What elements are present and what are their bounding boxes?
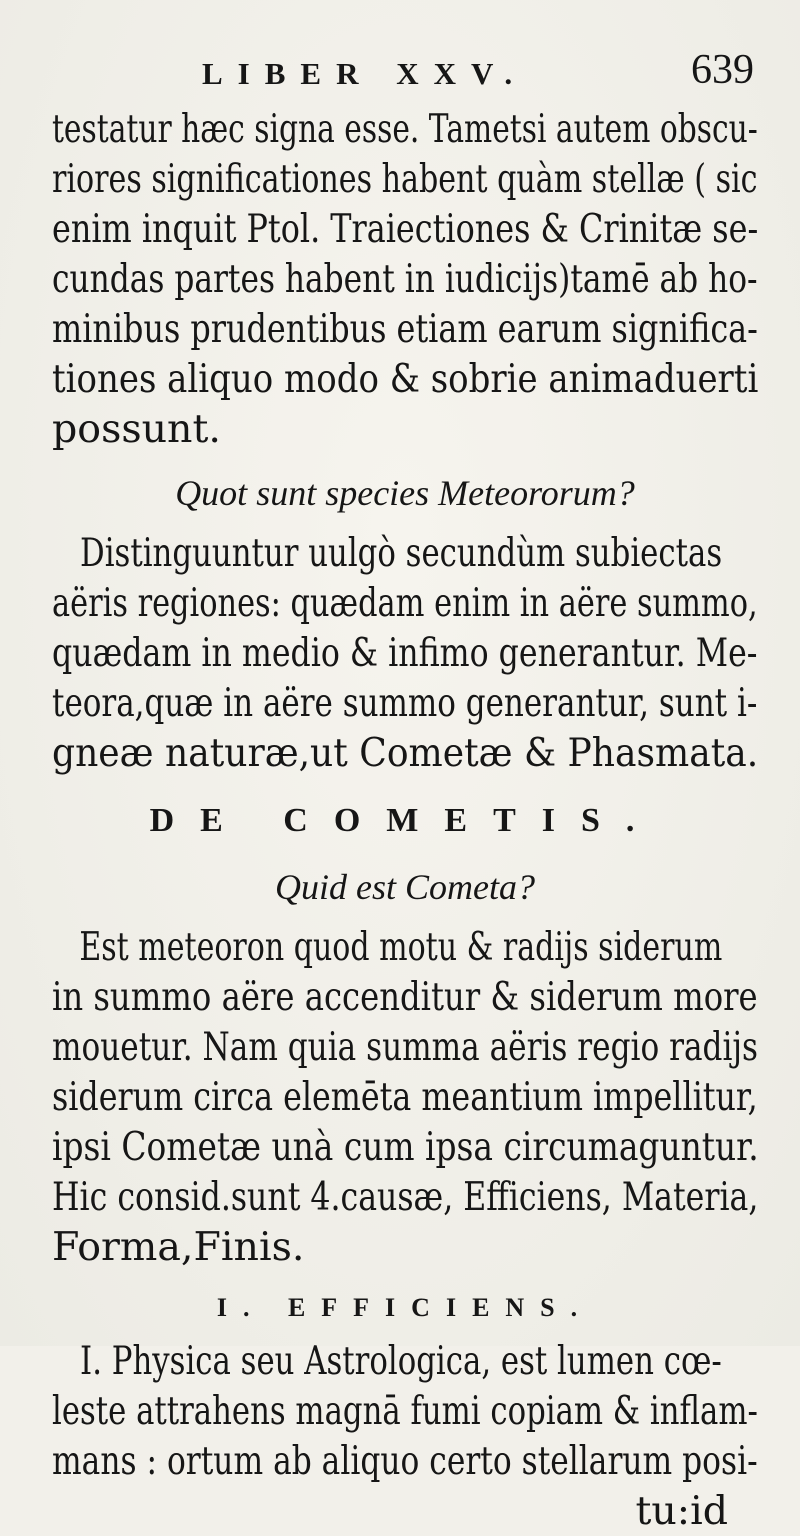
running-header <box>52 44 758 104</box>
text-line: Hic consid.sunt 4.causæ, Efficiens, Materia, <box>52 1174 759 1220</box>
text-line: riores significationes habent quàm stellæ ( sic <box>52 156 758 202</box>
page-number: 639 <box>691 47 754 93</box>
text-line: cundas partes habent in iudicijs)tamē ab ho- <box>52 256 758 302</box>
text-line: tiones aliquo modo & sobrie animaduerti <box>52 356 759 402</box>
text-line: possunt. <box>52 406 221 452</box>
text-line: teora,quæ in aëre summo generantur, sunt i- <box>52 680 758 726</box>
subsection-title: I. EFFICIENS. <box>216 1293 594 1322</box>
text-line: minibus prudentibus etiam earum significa- <box>52 306 758 352</box>
paragraph-3 <box>52 922 758 1272</box>
paragraph-4 <box>52 1336 758 1536</box>
text-line: mans : ortum ab aliquo certo stellarum posi- <box>52 1438 758 1484</box>
text-line: I. Physica seu Astrologica, est lumen cœ- <box>80 1338 722 1384</box>
text-line: enim inquit Ptol. Traiectiones & Crinitæ se- <box>52 206 759 252</box>
text-line: aëris regiones: quædam enim in aëre summo, <box>52 580 758 626</box>
text-line: ipsi Cometæ unà cum ipsa circumaguntur. <box>52 1124 759 1170</box>
text-line: siderum circa elemēta meantium impellitur, <box>52 1074 758 1120</box>
paragraph-2 <box>52 528 758 778</box>
text-line: Est meteoron quod motu & radijs siderum <box>79 924 723 970</box>
section-title: DE COMETIS. <box>149 802 661 839</box>
paragraph-1 <box>52 104 758 454</box>
text-line: tu:id <box>635 1488 728 1534</box>
text-line: mouetur. Nam quia summa aëris regio radijs <box>52 1024 759 1070</box>
text-line: in summo aëre accenditur & siderum more <box>52 974 758 1020</box>
question-heading-species: Quot sunt species Meteororum? <box>175 473 635 513</box>
text-line: Forma,Finis. <box>52 1224 305 1270</box>
text-line: quædam in medio & infimo generantur. Me- <box>52 630 758 676</box>
text-line: leste attrahens magnā fumi copiam & inflam- <box>52 1388 758 1434</box>
question-heading-cometa: Quid est Cometa? <box>275 867 535 907</box>
text-line: gneæ naturæ,ut Cometæ & Phasmata. <box>52 730 759 776</box>
text-line: Distinguuntur uulgò secundùm subiectas <box>80 530 723 576</box>
running-title: LIBER XXV. <box>202 56 528 91</box>
text-line: testatur hæc signa esse. Tametsi autem obscu- <box>52 106 758 152</box>
